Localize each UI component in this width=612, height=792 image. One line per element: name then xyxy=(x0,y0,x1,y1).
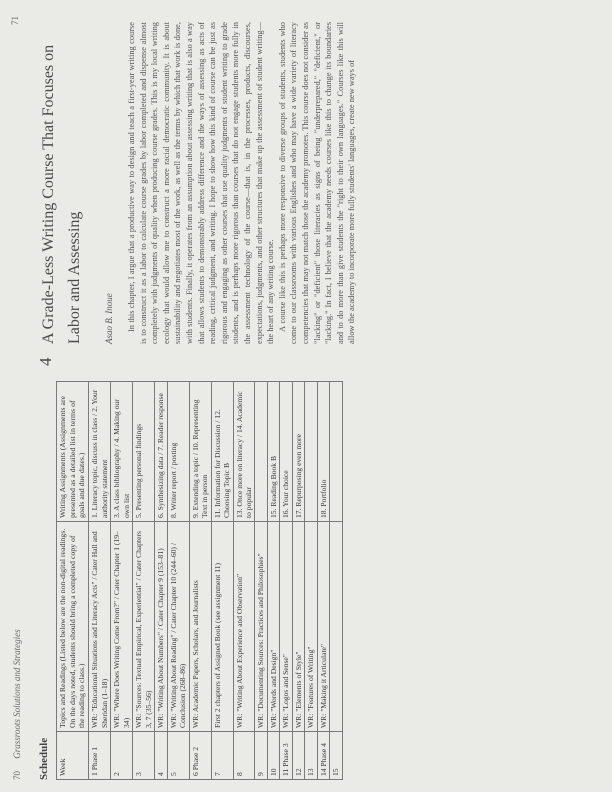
week-cell: 15 xyxy=(330,732,342,780)
topic-cell xyxy=(330,522,342,732)
week-cell: 10 xyxy=(267,732,279,780)
table-row xyxy=(330,382,342,780)
assignment-cell: 16. Your choice xyxy=(280,382,292,522)
topic-cell: WR: "Documenting Sources: Practices and Philosophies" xyxy=(255,522,267,732)
schedule-title: Schedule xyxy=(38,737,50,780)
table-row xyxy=(89,382,111,780)
assignment-cell: 18. Portfolio xyxy=(317,382,329,522)
week-cell: 9 xyxy=(255,732,267,780)
table-row xyxy=(233,382,255,780)
topic-cell: WR: Academic Papers, Scholars, and Journalists xyxy=(189,522,211,732)
assignment-cell: 11. Information for Discussion / 12. Choosing Topic B xyxy=(211,382,233,522)
week-cell: 12 xyxy=(292,732,304,780)
assignment-cell: 1. Literacy topic, discuss in class / 2. Your authority statement xyxy=(89,382,111,522)
chapter-title: A Grade-Less Writing Course That Focuses on Labor and Assessing xyxy=(40,44,83,344)
topic-cell: WR: "Features of Writing" xyxy=(305,522,317,732)
chapter-body xyxy=(126,22,358,344)
assignment-cell: 13. Once more on literacy / 14. Academic to popular xyxy=(233,382,255,522)
table-row xyxy=(317,382,329,780)
table-header-cell: Writing Assignments (Assignments are presented as a detailed list in terms of goals and due dates.) xyxy=(57,382,89,522)
topic-cell: WR: "Words and Design" xyxy=(267,522,279,732)
assignment-cell: 6. Synthesizing data / 7. Reader response xyxy=(155,382,167,522)
table-row xyxy=(133,382,155,780)
table-header-cell: Week xyxy=(57,732,89,780)
left-page-number: 70 xyxy=(12,771,22,780)
topic-cell: WR: "Where Does Writing Come From?" / Cater Chapter 1 (19–34) xyxy=(111,522,133,732)
topic-cell: WR: "Writing About Reading" / Cater Chapter 10 (244–60) / Conclusion (268–86) xyxy=(167,522,189,732)
table-row xyxy=(267,382,279,780)
table-row xyxy=(305,382,317,780)
right-page-number: 71 xyxy=(10,16,20,25)
table-row xyxy=(167,382,189,780)
week-cell: 14 Phase 4 xyxy=(317,732,329,780)
assignment-cell xyxy=(255,382,267,522)
table-row xyxy=(280,382,292,780)
topic-cell: WR: "Logos and Sense" xyxy=(280,522,292,732)
table-row xyxy=(111,382,133,780)
week-cell: 1 Phase 1 xyxy=(89,732,111,780)
running-head xyxy=(12,629,22,780)
table-header-row xyxy=(57,382,89,780)
table-header-cell: Topics and Readings (Listed below are the non-digital readings. On the days noted, students should bring a completed copy of the reading to class.) xyxy=(57,522,89,732)
week-cell: 5 xyxy=(167,732,189,780)
chapter-opening xyxy=(0,0,612,372)
week-cell: 3 xyxy=(133,732,155,780)
topic-cell: WR: "Writing About Numbers" / Cater Chapter 9 (153–81) xyxy=(155,522,167,732)
table-row xyxy=(155,382,167,780)
running-head-text: Grassroots Solutions and Strategies xyxy=(12,629,22,759)
week-cell: 11 Phase 3 xyxy=(280,732,292,780)
topic-cell: First 2 chapters of Assigned Book (see assignment 11) xyxy=(211,522,233,732)
assignment-cell: 5. Presenting personal findings xyxy=(133,382,155,522)
table-row xyxy=(189,382,211,780)
chapter-number: 4 xyxy=(36,357,55,366)
topic-cell: WR: "Sources: Textual Empirical, Experiential" / Cater Chapters 3, 7 (35–56) xyxy=(133,522,155,732)
body-paragraph: A course like this is perhaps more responsive to diverse groups of students, students who come to our classrooms with various Englishes and who may have a wide variety of literacy competencies that may not match those the academy promotes. This course does not consider as "lacking" or "deficient" those literacies as signs of being "underprepared," "deficient," or "lacking." In fact, I believe that the academy needs courses like this to change its boundaries and to do more than give students the "right to their own languages." Courses like this will allow the academy to incorporate more fully students' languages, create new ways of xyxy=(277,22,357,344)
chapter-author: Asao B. Inoue xyxy=(104,293,114,344)
topic-cell: WR: "Educational Situations and Literacy Acts" / Cater Hall and Sheridan (1–18) xyxy=(89,522,111,732)
week-cell: 2 xyxy=(111,732,133,780)
table-row xyxy=(211,382,233,780)
week-cell: 13 xyxy=(305,732,317,780)
assignment-cell: 15. Reading Book B xyxy=(267,382,279,522)
week-cell: 6 Phase 2 xyxy=(189,732,211,780)
assignment-cell: 9. Extending a topic / 10. Representing Text in person xyxy=(189,382,211,522)
topic-cell: WR: "Writing About Experience and Observation" xyxy=(233,522,255,732)
week-cell: 8 xyxy=(233,732,255,780)
body-paragraph: In this chapter, I argue that a productive way to design and teach a first-year writing course is to construct it as a labor to calculate course grades by labor completed and dispense almost completely with judgments of quality when producing course grades. This is my local writing ecology that would allow me to construct a more racial democratic community. It is about sustainability and negotiates most of the work, as well as the terms by which that work is done, with students. Finally, it operates from an assumption about assessing writing that is also a way that allows students to demonstrably address difference and the ways of assessing as acts of reading, critical judgment, and writing. I hope to show how this kind of course can be just as rigorous and engaging as other courses that use quality judgments of student writing to grade students, and is perhaps more rigorous than courses that do not engage students more fully in the assessment technology of the course—that is, in the processes, products, discourses, expectations, judgments, and other structures that make up the assessment of student writing—the heart of any writing course. xyxy=(127,22,276,344)
topic-cell: WR: "Elements of Style" xyxy=(292,522,304,732)
assignment-cell xyxy=(330,382,342,522)
week-cell: 4 xyxy=(155,732,167,780)
right-page xyxy=(0,0,612,372)
table-row xyxy=(255,382,267,780)
left-page xyxy=(0,368,612,780)
schedule-table xyxy=(56,381,343,780)
assignment-cell: 17. Repurposing even more xyxy=(292,382,304,522)
table-row xyxy=(292,382,304,780)
assignment-cell: 8. Writer report / posting xyxy=(167,382,189,522)
topic-cell: WR: "Making it Articulate" xyxy=(317,522,329,732)
week-cell: 7 xyxy=(211,732,233,780)
assignment-cell xyxy=(305,382,317,522)
assignment-cell: 3. A class bibliography / 4. Making our own list xyxy=(111,382,133,522)
